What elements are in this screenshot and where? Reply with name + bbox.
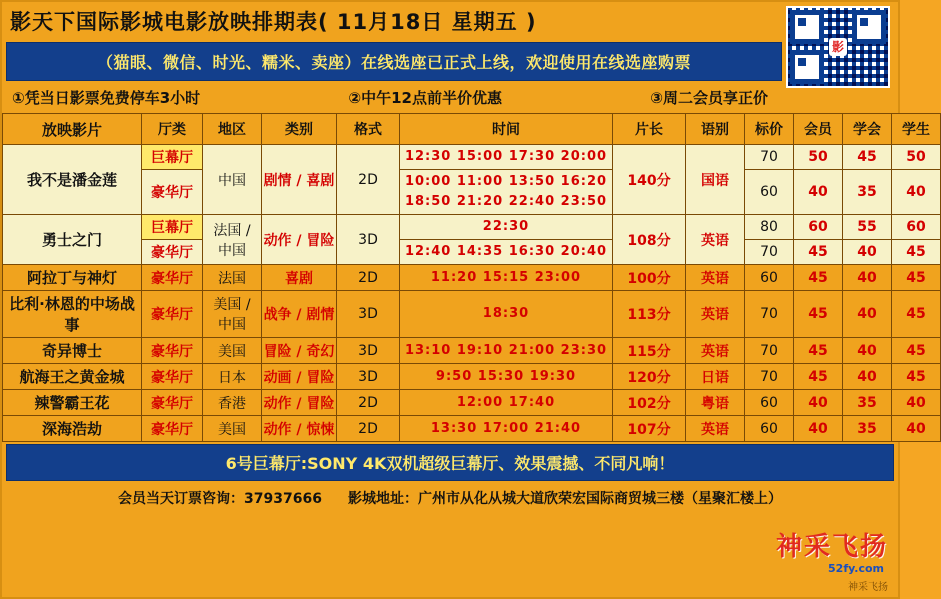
cell-length: 100分 bbox=[613, 265, 686, 291]
cell-price: 60 bbox=[745, 265, 794, 291]
cell-hall-type: 豪华厅 bbox=[142, 364, 203, 390]
qr-eye-icon bbox=[790, 50, 824, 84]
cell-length: 102分 bbox=[613, 390, 686, 416]
cell-student-price: 45 bbox=[892, 338, 941, 364]
cell-hall-type: 豪华厅 bbox=[142, 390, 203, 416]
cell-region: 日本 bbox=[203, 364, 262, 390]
cell-student-price: 40 bbox=[892, 390, 941, 416]
cell-assoc-price: 45 bbox=[843, 145, 892, 170]
cell-movie-title: 航海王之黄金城 bbox=[3, 364, 142, 390]
qr-logo: 影 bbox=[829, 38, 847, 56]
cell-assoc-price: 35 bbox=[843, 170, 892, 215]
cell-genre: 动作 / 冒险 bbox=[262, 390, 337, 416]
table-row bbox=[3, 390, 941, 416]
col-region: 地区 bbox=[203, 114, 262, 145]
cell-movie-title: 奇异博士 bbox=[3, 338, 142, 364]
cell-language: 英语 bbox=[686, 265, 745, 291]
cell-member-price: 45 bbox=[794, 240, 843, 265]
table-row bbox=[3, 215, 941, 240]
table-body bbox=[3, 145, 941, 442]
cell-price: 60 bbox=[745, 416, 794, 442]
cell-genre: 喜剧 bbox=[262, 265, 337, 291]
cell-hall-type: 巨幕厅 bbox=[142, 215, 203, 240]
table-row bbox=[3, 170, 941, 215]
cell-assoc-price: 35 bbox=[843, 416, 892, 442]
cell-price: 60 bbox=[745, 390, 794, 416]
cell-hall-type: 巨幕厅 bbox=[142, 145, 203, 170]
note-halfprice: ②中午12点前半价优惠 bbox=[348, 89, 502, 107]
cell-length: 107分 bbox=[613, 416, 686, 442]
cell-assoc-price: 40 bbox=[843, 265, 892, 291]
col-title: 放映影片 bbox=[3, 114, 142, 145]
cell-hall-type: 豪华厅 bbox=[142, 240, 203, 265]
cell-language: 国语 bbox=[686, 145, 745, 215]
cell-language: 英语 bbox=[686, 338, 745, 364]
cell-showtimes: 22:30 bbox=[400, 215, 613, 240]
cell-format: 3D bbox=[337, 215, 400, 265]
table-row bbox=[3, 291, 941, 338]
showtimes-table bbox=[2, 113, 941, 442]
cell-language: 粤语 bbox=[686, 390, 745, 416]
col-language: 语别 bbox=[686, 114, 745, 145]
cell-assoc-price: 40 bbox=[843, 240, 892, 265]
col-genre: 类别 bbox=[262, 114, 337, 145]
cell-format: 2D bbox=[337, 145, 400, 215]
table-row bbox=[3, 416, 941, 442]
cell-price: 70 bbox=[745, 291, 794, 338]
col-student: 学生 bbox=[892, 114, 941, 145]
qr-eye-icon bbox=[852, 10, 886, 44]
cell-showtimes: 13:30 17:00 21:40 bbox=[400, 416, 613, 442]
cell-genre: 冒险 / 奇幻 bbox=[262, 338, 337, 364]
cell-student-price: 40 bbox=[892, 170, 941, 215]
note-parking: ①凭当日影票免费停车3小时 bbox=[12, 89, 201, 107]
footer-address: 影城地址：广州市从化从城大道欣荣宏国际商贸城三楼（星聚汇楼上） bbox=[347, 491, 782, 507]
cell-showtimes: 18:30 bbox=[400, 291, 613, 338]
cell-genre: 动作 / 冒险 bbox=[262, 215, 337, 265]
cell-format: 3D bbox=[337, 338, 400, 364]
cell-length: 108分 bbox=[613, 215, 686, 265]
cell-showtimes: 9:50 15:30 19:30 bbox=[400, 364, 613, 390]
cell-student-price: 45 bbox=[892, 265, 941, 291]
col-price: 标价 bbox=[745, 114, 794, 145]
cell-region: 美国 bbox=[203, 338, 262, 364]
footer-contact bbox=[2, 481, 898, 510]
cell-member-price: 60 bbox=[794, 215, 843, 240]
cell-movie-title: 比利·林恩的中场战事 bbox=[3, 291, 142, 338]
cell-language: 日语 bbox=[686, 364, 745, 390]
cell-member-price: 45 bbox=[794, 265, 843, 291]
cell-member-price: 50 bbox=[794, 145, 843, 170]
cell-showtimes: 10:00 11:00 13:50 16:20 18:50 21:20 22:40 23:50 bbox=[400, 170, 613, 215]
cell-member-price: 40 bbox=[794, 390, 843, 416]
cell-length: 120分 bbox=[613, 364, 686, 390]
cell-assoc-price: 40 bbox=[843, 338, 892, 364]
cell-length: 140分 bbox=[613, 145, 686, 215]
cell-student-price: 45 bbox=[892, 240, 941, 265]
col-length: 片长 bbox=[613, 114, 686, 145]
cell-showtimes: 11:20 15:15 23:00 bbox=[400, 265, 613, 291]
table-header-row bbox=[3, 114, 941, 145]
col-format: 格式 bbox=[337, 114, 400, 145]
cell-language: 英语 bbox=[686, 416, 745, 442]
col-assoc: 学会 bbox=[843, 114, 892, 145]
page-title: 影天下国际影城电影放映排期表( 11月18日 星期五 ) bbox=[10, 10, 537, 34]
table-row bbox=[3, 145, 941, 170]
cell-member-price: 40 bbox=[794, 170, 843, 215]
cell-hall-type: 豪华厅 bbox=[142, 338, 203, 364]
cell-member-price: 45 bbox=[794, 338, 843, 364]
cell-assoc-price: 40 bbox=[843, 364, 892, 390]
cell-format: 3D bbox=[337, 364, 400, 390]
cell-region: 中国 bbox=[203, 145, 262, 215]
cell-member-price: 40 bbox=[794, 416, 843, 442]
watermark: 神采飞扬 bbox=[775, 532, 888, 562]
cell-region: 法国 / 中国 bbox=[203, 215, 262, 265]
col-time: 时间 bbox=[400, 114, 613, 145]
cell-assoc-price: 55 bbox=[843, 215, 892, 240]
cell-genre: 剧情 / 喜剧 bbox=[262, 145, 337, 215]
table-row bbox=[3, 364, 941, 390]
cell-genre: 战争 / 剧情 bbox=[262, 291, 337, 338]
cell-hall-type: 豪华厅 bbox=[142, 265, 203, 291]
cell-length: 115分 bbox=[613, 338, 686, 364]
cell-member-price: 45 bbox=[794, 364, 843, 390]
cell-showtimes: 13:10 19:10 21:00 23:30 bbox=[400, 338, 613, 364]
cell-showtimes: 12:30 15:00 17:30 20:00 bbox=[400, 145, 613, 170]
cell-movie-title: 勇士之门 bbox=[3, 215, 142, 265]
cell-showtimes: 12:00 17:40 bbox=[400, 390, 613, 416]
cell-region: 法国 bbox=[203, 265, 262, 291]
col-hall: 厅类 bbox=[142, 114, 203, 145]
note-tuesday: ③周二会员享正价 bbox=[650, 89, 768, 107]
table-row bbox=[3, 240, 941, 265]
cell-format: 2D bbox=[337, 265, 400, 291]
cell-genre: 动作 / 惊悚 bbox=[262, 416, 337, 442]
cell-price: 70 bbox=[745, 240, 794, 265]
cell-price: 70 bbox=[745, 145, 794, 170]
watermark-url: 52fy.com bbox=[828, 562, 884, 575]
cell-language: 英语 bbox=[686, 291, 745, 338]
header bbox=[2, 2, 898, 54]
cell-student-price: 45 bbox=[892, 291, 941, 338]
cell-genre: 动画 / 冒险 bbox=[262, 364, 337, 390]
watermark-note: 神采飞扬 bbox=[848, 582, 888, 593]
cell-movie-title: 阿拉丁与神灯 bbox=[3, 265, 142, 291]
qr-pattern bbox=[788, 8, 888, 86]
col-member: 会员 bbox=[794, 114, 843, 145]
cell-hall-type: 豪华厅 bbox=[142, 291, 203, 338]
cell-student-price: 60 bbox=[892, 215, 941, 240]
cell-student-price: 40 bbox=[892, 416, 941, 442]
cell-assoc-price: 40 bbox=[843, 291, 892, 338]
cell-price: 80 bbox=[745, 215, 794, 240]
footer-phone: 会员当天订票咨询：37937666 bbox=[118, 491, 322, 507]
qr-code[interactable] bbox=[786, 6, 890, 88]
cell-region: 美国 / 中国 bbox=[203, 291, 262, 338]
cell-hall-type: 豪华厅 bbox=[142, 416, 203, 442]
cell-showtimes: 12:40 14:35 16:30 20:40 bbox=[400, 240, 613, 265]
cell-assoc-price: 35 bbox=[843, 390, 892, 416]
cell-price: 70 bbox=[745, 364, 794, 390]
online-seat-banner: （猫眼、微信、时光、糯米、卖座）在线选座已正式上线，欢迎使用在线选座购票 bbox=[6, 42, 782, 81]
cell-student-price: 50 bbox=[892, 145, 941, 170]
table-row bbox=[3, 338, 941, 364]
cell-movie-title: 我不是潘金莲 bbox=[3, 145, 142, 215]
cell-format: 3D bbox=[337, 291, 400, 338]
cell-format: 2D bbox=[337, 416, 400, 442]
cell-length: 113分 bbox=[613, 291, 686, 338]
cell-region: 香港 bbox=[203, 390, 262, 416]
giant-hall-note: 6号巨幕厅:SONY 4K双机超级巨幕厅、效果震撼、不同凡响！ bbox=[6, 444, 894, 481]
cell-format: 2D bbox=[337, 390, 400, 416]
qr-eye-icon bbox=[790, 10, 824, 44]
table-row bbox=[3, 265, 941, 291]
cell-region: 美国 bbox=[203, 416, 262, 442]
cell-price: 70 bbox=[745, 338, 794, 364]
cell-price: 60 bbox=[745, 170, 794, 215]
cell-hall-type: 豪华厅 bbox=[142, 170, 203, 215]
cell-member-price: 45 bbox=[794, 291, 843, 338]
cell-student-price: 45 bbox=[892, 364, 941, 390]
notes-row bbox=[2, 83, 782, 113]
cell-language: 英语 bbox=[686, 215, 745, 265]
cell-movie-title: 深海浩劫 bbox=[3, 416, 142, 442]
cell-movie-title: 辣警霸王花 bbox=[3, 390, 142, 416]
